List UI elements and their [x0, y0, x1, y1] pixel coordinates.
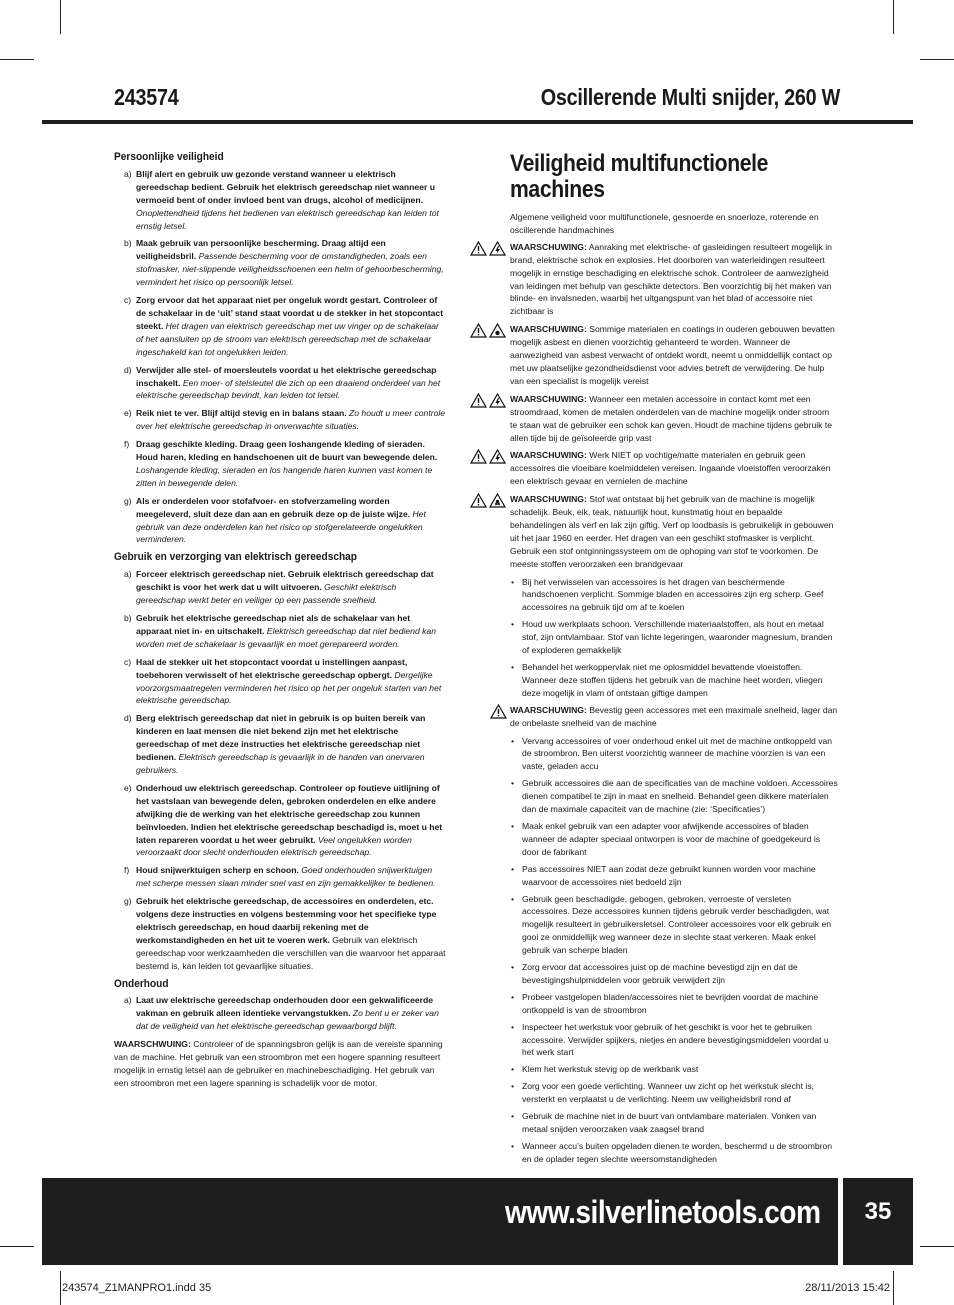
- product-code: 243574: [114, 84, 179, 110]
- page-number: 35: [864, 1198, 892, 1225]
- website-link[interactable]: www.silverlinetools.com: [504, 1194, 820, 1230]
- list-item: f) Houd snijwerktuigen scherp en schoon. Goed onderhouden snijwerktuigen met scherpe messen slaan minder snel vast en zijn gemakkelijker te bedienen.: [124, 865, 436, 889]
- hazard-triangle-icon: [489, 323, 506, 338]
- toxic-hazard-icon: [489, 493, 506, 508]
- list-item: • Gebruik de machine niet in de buurt van ontvlambare materialen. Vonken van metaal snijden veroorzaken vaak zaagsel brand: [510, 1110, 838, 1136]
- list-item: • Bij het verwisselen van accessoires is het dragen van beschermende handschoenen verplicht. Sommige bladen en accessoires zijn erg scherp. Geef accessoires na gebruik tijd om af te koelen: [510, 576, 838, 615]
- list-item: a) Laat uw elektrische gereedschap onderhouden door een gekwalificeerde vakman en gebruik alleen identieke vervangstukken. Zo bent u er zeker van dat de veiligheid van het elektrische gereedschap gewaarborgd blijft.: [124, 995, 439, 1032]
- warning-block: WAARSCHUWING: Werk NIET op vochtige/natte materialen en gebruik geen accessoires die vloeibare koelmiddelen vereisen. Ingaande vloeistoffen veroorzaken een elektrisch gevaar en vernielen de machine: [510, 449, 838, 488]
- warning-block: WAARSCHUWING: Bevestig geen accessores met een maximale snelheid, lager dan de onbelaste snelheid van de machine: [510, 704, 838, 730]
- crop-mark: [0, 1246, 34, 1247]
- warning-triangle-icon: [470, 323, 487, 338]
- warning-block: WAARSCHUWING: Sommige materialen en coatings in ouderen gebouwen bevatten mogelijk asbest en dienen voorzichtig gehanteerd te worden. Wanneer de aanwezigheid van asbest verwacht of ontdekt wordt, neemt u onmiddellijk contact op met uw plaatselijke gezondheidsdienst voor advies betreft de verwijdering. De hulp van een specialist is mogelijk vereist: [510, 323, 838, 388]
- list-item: b) Gebruik het elektrische gereedschap niet als de schakelaar van het apparaat niet in- en uitschakelt. Elektrisch gereedschap dat niet bediend kan worden met de schakelaar is gevaarlijk en moet gerepareerd worden.: [124, 613, 436, 649]
- list-item: • Pas accessoires NIET aan zodat deze gebruikt kunnen worden voor machine waarvoor de accessoires niet bedoeld zijn: [510, 863, 838, 889]
- warning-block: WAARSCHUWING: Wanneer een metalen accessoire in contact komt met een stroomdraad, komen de metalen onderdelen van de machine mogelijk onder stroom te staan wat de gebruiker een schok kan geven. Houdt de machine tijdens gebruik te allen tijde bij de geïsoleerde grip vast: [510, 393, 838, 445]
- file-slug: 243574_Z1MANPRO1.indd 35: [62, 1282, 212, 1294]
- list-item: g) Als er onderdelen voor stofafvoer- en stofverzameling worden meegeleverd, sluit deze dan aan en gebruik deze op de juiste wijze. Het gebruik van deze onderdelen kan het risico op stofgerelateerde ongelukken verminderen.: [124, 495, 426, 545]
- list-item: • Maak enkel gebruik van een adapter voor afwijkende accessoires of bladen wanneer de adapter speciaal ontworpen is voor de machine of goedgekeurd is door de fabrikant: [510, 820, 838, 859]
- warning-block: WAARSCHUWING: Aanraking met elektrische- of gasleidingen resulteert mogelijk in brand, elektrische schok en explosies. Het doorboren van waterleidingen resulteert mogelijk in ernstige beschadiging en elektrische schok. Controleer de aanwezigheid van leidingen met behulp van geschikte detectors. Ben voorzichtig bij het maken van blinde- en invalsneden, waarbij het uitgangspunt van het blad of accessoire niet zichtbaar is: [510, 241, 838, 318]
- warning-block: WAARSCHUWING: Stof wat ontstaat bij het gebruik van de machine is mogelijk schadelijk. Beuk, eik, teak, natuurlijk hout, kunstmatig hout en bepaalde behandelingen als verf en lak zijn giftig. Verf op loodbasis is gebruikelijk in gebouwen uit het jaar 1960 en eerder. Het dragen van een geschikt stofmasker is verplicht. Gebruik een stof ontginningssysteem om de ophoping van stof te voorkomen. De meeste stoffen veroorzaken een brandgevaar: [510, 493, 838, 570]
- list-item: c) Haal de stekker uit het stopcontact voordat u instellingen aanpast, toebehoren verwisselt of het elektrische gereedschap opbergt. Dergelijke voorzorgsmaatregelen verminderen het risico op het per ongeluk starten van het elektrische gereedschap.: [124, 656, 442, 706]
- list-item: e) Onderhoud uw elektrisch gereedschap. Controleer op foutieve uitlijning of het vastslaan van bewegende delen, gebroken onderdelen en elke andere afwijking die de werking van het elektrische gereedschap zou kunnen beïnvloeden. Indien het elektrische gereedschap beschadigd is, moet u het laten repareren voordat u het weer gebruikt. Veel ongelukken worden veroorzaakt door slecht onderhouden elektrisch gereedschap.: [124, 782, 443, 858]
- list-item: g) Gebruik het elektrische gereedschap, de accessoires en onderdelen, etc. volgens deze instructies en volgens bestemming voor het specifieke type elektrisch gereedschap, en houd daarbij rekening met de werkomstandigheden en het uit te voeren werk. Gebruik van elektrisch gereedschap voor werkzaamheden die verschillen van die waarvoor het apparaat bestemd is, kan leiden tot gevaarlijke situaties.: [124, 896, 446, 971]
- section-heading: Gebruik en verzorging van elektrisch gereedschap: [114, 551, 357, 564]
- right-column: [510, 151, 838, 1170]
- list-item: d) Verwijder alle stel- of moersleutels voordat u het elektrische gereedschap inschakelt. Een moer- of stelsleutel die zich op een draaiend onderdeel van het elektrische gereedschap bevindt, kan leiden tot letsel.: [124, 364, 441, 401]
- crop-mark: [893, 0, 894, 34]
- electric-hazard-icon: [489, 393, 506, 408]
- list-item: • Gebruik accessoires die aan de specificaties van de machine voldoen. Accessoires dienen compatibel te zijn in maat en snelheid. Behandel geen dikkere materialen dan de maximale capaciteit van de machine (zie: ‘Specificaties’): [510, 777, 838, 816]
- intro-text: Algemene veiligheid voor multifunctionele, gesnoerde en snoerloze, roterende en oscillerende handmachines: [510, 212, 819, 235]
- left-column: [114, 151, 446, 1094]
- section-heading: Persoonlijke veiligheid: [114, 151, 224, 163]
- crop-mark: [60, 0, 61, 34]
- warning-triangle-icon: [470, 393, 487, 408]
- warning-triangle-icon: [470, 493, 487, 508]
- crop-mark: [0, 59, 34, 60]
- bullet-list: [510, 576, 838, 700]
- footer-bar: [42, 1178, 838, 1265]
- hazard-triangle-icon: [489, 241, 506, 256]
- list-item: e) Reik niet te ver. Blijf altijd stevig en in balans staan. Zo houdt u meer controle over het elektrische gereedschap in onverwachte situaties.: [124, 408, 446, 432]
- page-number-box: [843, 1178, 913, 1265]
- warning-paragraph: WAARSCHWUING: Controleer of de spanningsbron gelijk is aan de vereiste spanning van de machine. Het gebruik van een stroombron met een hogere spanning resulteert mogelijk in ernstig letsel aan de gebruiker en machinebeschadiging. Het gebruik van een stroombron met een lagere spanning is schadelijk voor de motor.: [114, 1039, 443, 1088]
- list-item: b) Maak gebruik van persoonlijke bescherming. Draag altijd een veiligheidsbril. Passende bescherming voor de omstandigheden, zoals een stofmasker, niet-slippende veiligheidsschoenen een helm of gehoorbescherming, vermindert het risico op persoonlijk letsel.: [124, 238, 444, 288]
- crop-mark: [893, 1271, 894, 1305]
- list-item: • Probeer vastgelopen bladen/accessoires niet te bevrijden voordat de machine ontkoppeld is van de stroombron: [510, 991, 838, 1017]
- header-rule: [42, 120, 913, 124]
- list-item: • Wanneer accu’s buiten opgeladen dienen te worden, beschermd u de stroombron en de oplader tegen slechte weersomstandigheden: [510, 1140, 838, 1166]
- section-title: Veiligheid multifunctionele machines: [510, 150, 769, 203]
- list-item: • Behandel het werkoppervlak niet me oplosmiddel bevattende vloeistoffen. Wanneer deze stoffen tijdens het gebruik van de machine heet worden, vliegen deze mogelijk in vlam of ontstaan giftige dampen: [510, 661, 838, 700]
- list-item: • Inspecteer het werkstuk voor gebruik of het geschikt is voor het te gebruiken accessoire. Verwijder spijkers, nietjes en andere bevestigingsmiddelen voordat u het werk start: [510, 1021, 838, 1060]
- list-item: a) Blijf alert en gebruik uw gezonde verstand wanneer u elektrisch gereedschap bedient. Gebruik het elektrisch gereedschap niet wanneer u vermoeid bent of onder invloed bent van drugs, alcohol of medicijnen. Onoplettendheid tijdens het bedienen van elektrisch gereedschap kan leiden tot ernstig letsel.: [124, 168, 439, 231]
- list-item: • Klem het werkstuk stevig op de werkbank vast: [510, 1063, 838, 1076]
- bullet-list: [510, 735, 838, 1166]
- electric-hazard-icon: [489, 449, 506, 464]
- date-slug: 28/11/2013 15:42: [805, 1282, 890, 1294]
- crop-mark: [920, 1246, 954, 1247]
- warning-triangle-icon: [490, 704, 507, 719]
- list-item: c) Zorg ervoor dat het apparaat niet per ongeluk wordt gestart. Controleer of de schakelaar in de ‘uit’ stand staat voordat u de stekker in het stopcontact steekt. Het dragen van elektrisch gereedschap met uw vinger op de schakelaar of het aansluiten op de stroom van elektrisch gereedschap met de schakelaar ingeschakeld kan tot ongelukken leiden.: [124, 295, 444, 357]
- list-item: • Zorg ervoor dat accessoires juist op de machine bevestigd zijn en dat de bevestigingshulpmiddelen voor gebruik verwijdert zijn: [510, 961, 838, 987]
- crop-mark: [920, 59, 954, 60]
- list-item: d) Berg elektrisch gereedschap dat niet in gebruik is op buiten bereik van kinderen en laat mensen die niet bekend zijn met het elektrische gereedschap of met deze instructies het elektrische gereedschap niet bedienen. Elektrisch gereedschap is gevaarlijk in de handen van onervaren gebruikers.: [124, 713, 426, 775]
- section-heading: Onderhoud: [114, 977, 169, 990]
- list-item: • Vervang accessoires of voer onderhoud enkel uit met de machine ontkoppeld van de stroombron. Ben uiterst voorzichtig wanneer de machine voorzien is van een vaste, geladen accu: [510, 735, 838, 774]
- crop-mark: [60, 1271, 61, 1305]
- list-item: • Zorg voor een goede verlichting. Wanneer uw zicht op het werkstuk slecht is, versterkt en verplaatst u de verlichting. Neem uw veiligheidsbril rond af: [510, 1080, 838, 1106]
- product-title: Oscillerende Multi snijder, 260 W: [540, 84, 840, 110]
- warning-triangle-icon: [470, 241, 487, 256]
- list-item: • Gebruik geen beschadigde, gebogen, gebroken, verroeste of versleten accessoires. Deze accessoires kunnen tijdens gebruik verder beschadigden, wat mogelijk resulteert in gebruikersletsel. Controleer accessoires voor elk gebruik en gooi ze onmiddellijk weg wanneer deze in slechte staat verkeren. Maak enkel gebruik van scherpe bladen: [510, 893, 838, 958]
- list-item: a) Forceer elektrisch gereedschap niet. Gebruik elektrisch gereedschap dat geschikt is voor het werk dat u wilt uitvoeren. Geschikt elektrisch gereedschap werkt beter en veiliger op een passende snelheid.: [124, 569, 434, 606]
- warning-triangle-icon: [470, 449, 487, 464]
- list-item: f) Draag geschikte kleding. Draag geen loshangende kleding of sieraden. Houd haren, kleding en handschoenen uit de buurt van bewegende delen. Loshangende kleding, sieraden en los hangende haren kunnen vast komen te zitten in bewegende delen.: [124, 439, 438, 488]
- list-item: • Houd uw werkplaats schoon. Verschillende materiaalstoffen, als hout en metaal stof, zijn ontvlambaar. Stof van lichte legeringen, waaronder magnesium, branden of exploderen gemakkelijk: [510, 618, 838, 657]
